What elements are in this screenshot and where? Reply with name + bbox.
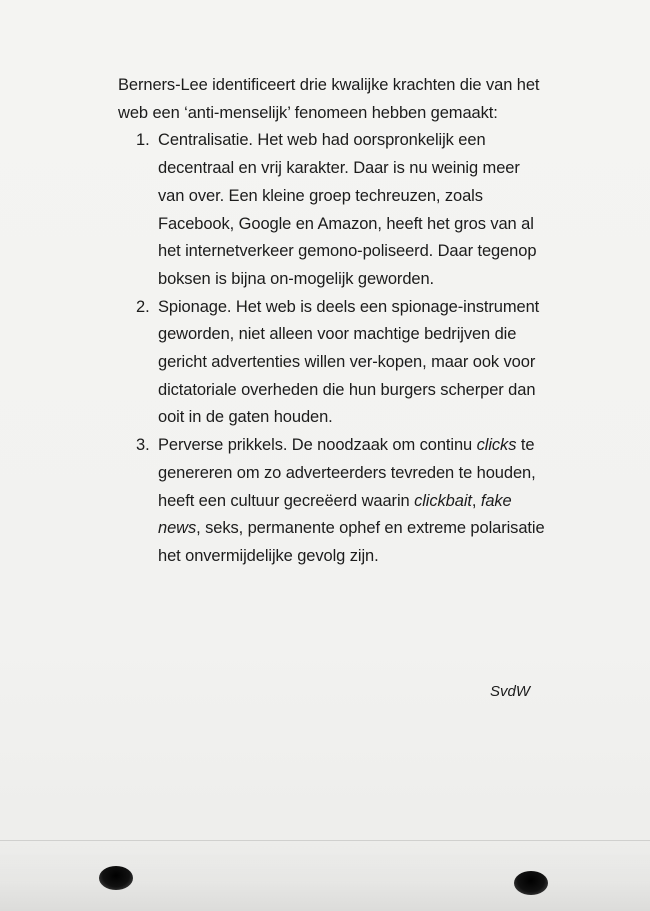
emphasis-clickbait: clickbait: [414, 491, 472, 510]
binder-hole-left: [99, 866, 133, 890]
list-item: [118, 294, 548, 433]
article-body: [118, 72, 548, 571]
page-bottom-edge: [0, 840, 650, 911]
emphasis-fake-news: fake news: [158, 491, 512, 538]
list-item-text: Centralisatie. Het web had oorspronkelijk een decentraal en vrij karakter. Daar is nu weinig meer van over. Een kleine groep techreuzen, zoals Facebook, Google en Amazon, heeft het gros van al het internetverkeer gemono-poliseerd. Daar tegenop boksen is bijna on-mogelijk geworden.: [158, 131, 537, 288]
list-item-text: Perverse prikkels. De noodzaak om continu clicks te genereren om zo adverteerders tevreden te houden, heeft een cultuur gecreëerd waarin clickbait, fake news, seks, permanente ophef en extreme polarisatie het onvermijdelijke gevolg zijn.: [158, 436, 545, 565]
show-through-month: [205, 745, 222, 812]
intro-paragraph: Berners-Lee identificeert drie kwalijke krachten die van het web een ‘anti-menselijk’ fenomeen hebben gemaakt:: [118, 76, 540, 122]
emphasis-clicks: clicks: [476, 436, 517, 455]
points-list: [118, 127, 548, 570]
list-item-text: Spionage. Het web is deels een spionage-instrument geworden, niet alleen voor machtige bedrijven die gericht advertenties willen ver-kopen, maar ook voor dictatoriale overheden die hun burgers scherper dan ooit in de gaten houden.: [158, 297, 540, 427]
list-number: 3.: [136, 436, 150, 455]
show-through-day: [235, 640, 277, 813]
list-item: [118, 432, 548, 571]
list-number: 2.: [136, 297, 150, 316]
author-signature: SvdW: [490, 683, 531, 700]
list-item: [118, 127, 548, 293]
list-number: 1.: [136, 131, 150, 150]
binder-hole-right: [514, 871, 548, 895]
